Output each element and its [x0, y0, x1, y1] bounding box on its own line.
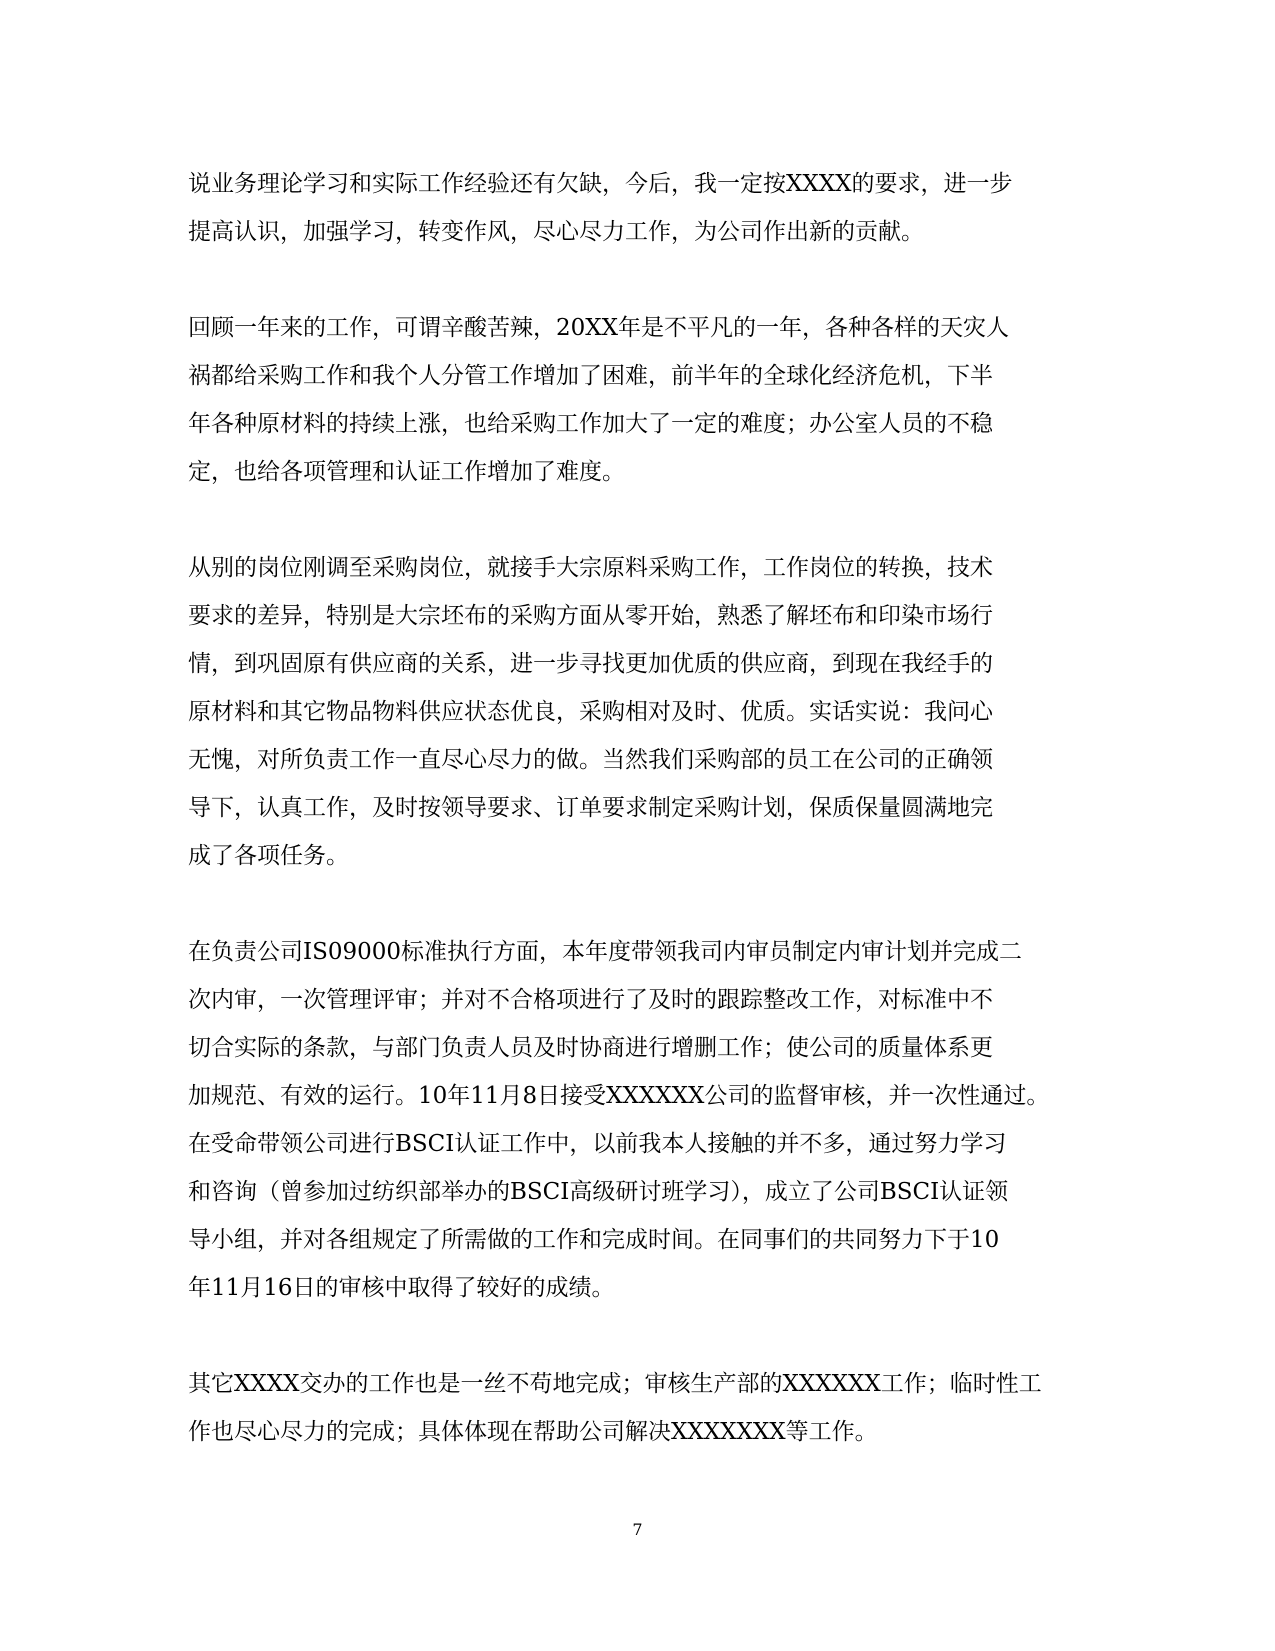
text-line: 在负责公司IS09000标准执行方面，本年度带领我司内审员制定内审计划并完成二: [188, 939, 1023, 965]
text-line: 次内审，一次管理评审；并对不合格项进行了及时的跟踪整改工作，对标准中不: [188, 987, 993, 1013]
paragraph-2: [188, 304, 1068, 496]
document-body: [188, 160, 1068, 1504]
text-line: 回顾一年来的工作，可谓辛酸苦辣，20XX年是不平凡的一年，各种各样的天灾人: [188, 315, 1010, 341]
text-line: 作也尽心尽力的完成；具体体现在帮助公司解决XXXXXXX等工作。: [188, 1419, 878, 1445]
text-line: 导下，认真工作，及时按领导要求、订单要求制定采购计划，保质保量圆满地完: [188, 795, 993, 821]
text-line: 从别的岗位刚调至采购岗位，就接手大宗原料采购工作，工作岗位的转换，技术: [188, 555, 993, 581]
paragraph-5: [188, 1360, 1068, 1456]
text-line: 要求的差异，特别是大宗坯布的采购方面从零开始，熟悉了解坯布和印染市场行: [188, 603, 993, 629]
paragraph-1: [188, 160, 1068, 256]
text-line: 情，到巩固原有供应商的关系，进一步寻找更加优质的供应商，到现在我经手的: [188, 651, 993, 677]
text-line: 年11月16日的审核中取得了较好的成绩。: [188, 1275, 615, 1301]
text-line: 年各种原材料的持续上涨，也给采购工作加大了一定的难度；办公室人员的不稳: [188, 411, 993, 437]
text-line: 无愧，对所负责工作一直尽心尽力的做。当然我们采购部的员工在公司的正确领: [188, 747, 993, 773]
text-line: 祸都给采购工作和我个人分管工作增加了困难，前半年的全球化经济危机，下半: [188, 363, 993, 389]
text-line: 和咨询（曾参加过纺织部举办的BSCI高级研讨班学习），成立了公司BSCI认证领: [188, 1179, 1009, 1205]
paragraph-4: [188, 928, 1068, 1312]
text-line: 原材料和其它物品物料供应状态优良，采购相对及时、优质。实话实说：我问心: [188, 699, 993, 725]
text-line: 其它XXXX交办的工作也是一丝不苟地完成；审核生产部的XXXXXX工作；临时性工: [188, 1371, 1042, 1397]
text-line: 切合实际的条款，与部门负责人员及时协商进行增删工作；使公司的质量体系更: [188, 1035, 993, 1061]
text-line: 说业务理论学习和实际工作经验还有欠缺，今后，我一定按XXXX的要求，进一步: [188, 171, 1013, 197]
page-number: 7: [632, 1520, 643, 1539]
text-line: 加规范、有效的运行。10年11月8日接受XXXXXX公司的监督审核，并一次性通过。: [188, 1083, 1050, 1109]
text-line: 提高认识，加强学习，转变作风，尽心尽力工作，为公司作出新的贡献。: [188, 219, 924, 245]
text-line: 导小组，并对各组规定了所需做的工作和完成时间。在同事们的共同努力下于10: [188, 1227, 1000, 1253]
text-line: 成了各项任务。: [188, 843, 349, 869]
text-line: 在受命带领公司进行BSCI认证工作中，以前我本人接触的并不多，通过努力学习: [188, 1131, 1007, 1157]
paragraph-3: [188, 544, 1068, 880]
text-line: 定，也给各项管理和认证工作增加了难度。: [188, 459, 625, 485]
